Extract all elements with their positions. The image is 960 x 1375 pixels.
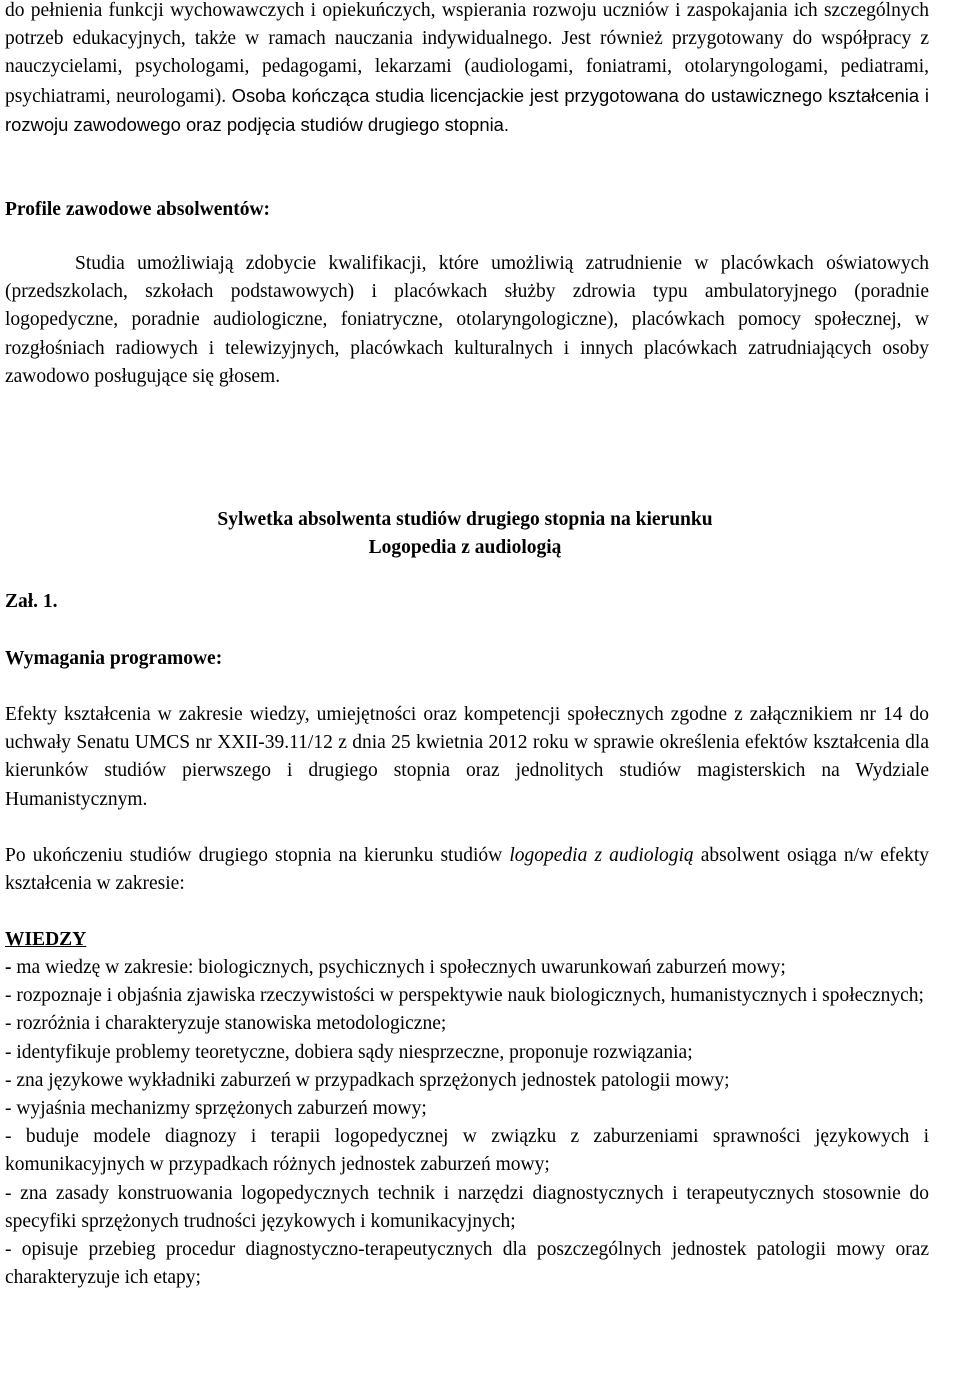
completion-text-after: absolwent osiąga n/w efekty kształcenia w zakresie:: [5, 845, 929, 895]
profiles-heading: Profile zawodowe absolwentów:: [5, 199, 271, 220]
document-title: [0, 506, 930, 562]
knowledge-item: [5, 954, 929, 982]
title-line-1: Sylwetka absolwenta studiów drugiego stopnia na kierunku: [217, 509, 713, 530]
knowledge-item: - zna językowe wykładniki zaburzeń w przypadkach sprzężonych jednostek patologii mowy;: [5, 1069, 730, 1091]
profiles-paragraph: Studia umożliwiają zdobycie kwalifikacji, które umożliwią zatrudnienie w placówkach oświatowych (przedszkolach, szkołach podstawowych) i placówkach służby zdrowia typu ambulatoryjnego (poradnie logopedyczne, poradnie audiologiczne, foniatryczne, otolaryngologiczne), placówkach pomocy społecznej, w rozgłośniach radiowych i telewizyjnych, placówkach kulturalnych i innych placówkach zatrudniających osoby zawodowo posługujące się głosem.: [5, 253, 929, 387]
requirements-heading: Wymagania programowe:: [5, 648, 223, 669]
knowledge-item-dash: -: [5, 957, 12, 978]
knowledge-item-text: ma wiedzę w zakresie: biologicznych, psychicznych i społecznych uwarunkowań zaburzeń mowy;: [11, 957, 786, 978]
requirements-paragraph: Efekty kształcenia w zakresie wiedzy, umiejętności oraz kompetencji społecznych zgodne z załącznikiem nr 14 do uchwały Senatu UMCS nr XXII-39.11/12 z dnia 25 kwietnia 2012 roku w sprawie określenia efektów kształcenia dla kierunków studiów pierwszego i drugiego stopnia oraz jednolitych studiów magisterskich na Wydziale Humanistycznym.: [5, 704, 929, 810]
intro-sans-text: Osoba kończąca studia licencjackie jest przygotowana do ustawicznego kształcenia i rozwoju zawodowego oraz podjęcia studiów drugiego stopnia.: [5, 84, 929, 135]
knowledge-list: [5, 954, 929, 1292]
knowledge-item: - zna zasady konstruowania logopedycznych technik i narzędzi diagnostycznych i terapeutycznych stosownie do specyfiki sprzężonych trudności językowych i komunikacyjnych;: [5, 1182, 929, 1232]
intro-paragraph: [5, 0, 929, 140]
title-line-2: Logopedia z audiologią: [368, 537, 562, 559]
knowledge-item: - buduje modele diagnozy i terapii logopedycznej w związku z zaburzeniami sprawności językowych i komunikacyjnych w przypadkach różnych jednostek zaburzeń mowy;: [5, 1126, 929, 1176]
knowledge-item: - opisuje przebieg procedur diagnostyczno-terapeutycznych dla poszczególnych jednostek patologii mowy oraz charakteryzuje ich etapy;: [5, 1239, 929, 1289]
knowledge-item: - wyjaśnia mechanizmy sprzężonych zaburzeń mowy;: [5, 1098, 427, 1120]
completion-field-name: logopedia z audiologią: [509, 845, 694, 866]
knowledge-item: - identyfikuje problemy teoretyczne, dobiera sądy niesprzeczne, proponuje rozwiązania;: [5, 1041, 693, 1063]
completion-paragraph: [5, 842, 929, 898]
completion-text-before: Po ukończeniu studiów drugiego stopnia na kierunku studiów: [5, 845, 510, 866]
intro-serif-text: do pełnienia funkcji wychowawczych i opiekuńczych, wspierania rozwoju uczniów i zaspokajania ich szczególnych potrzeb edukacyjnych, także w ramach nauczania indywidualnego. Jest również przygotowany do współpracy z nauczycielami, psychologami, pedagogami, lekarzami (audiologami, foniatrami, otolaryngologami, pediatrami, psychiatrami, neurologami).: [5, 0, 929, 107]
knowledge-heading: WIEDZY: [5, 929, 87, 950]
knowledge-item: - rozróżnia i charakteryzuje stanowiska metodologiczne;: [5, 1013, 447, 1035]
attachment-label: Zał. 1.: [5, 591, 58, 612]
knowledge-item: - rozpoznaje i objaśnia zjawiska rzeczywistości w perspektywie nauk biologicznych, humanistycznych i społecznych;: [5, 985, 924, 1007]
